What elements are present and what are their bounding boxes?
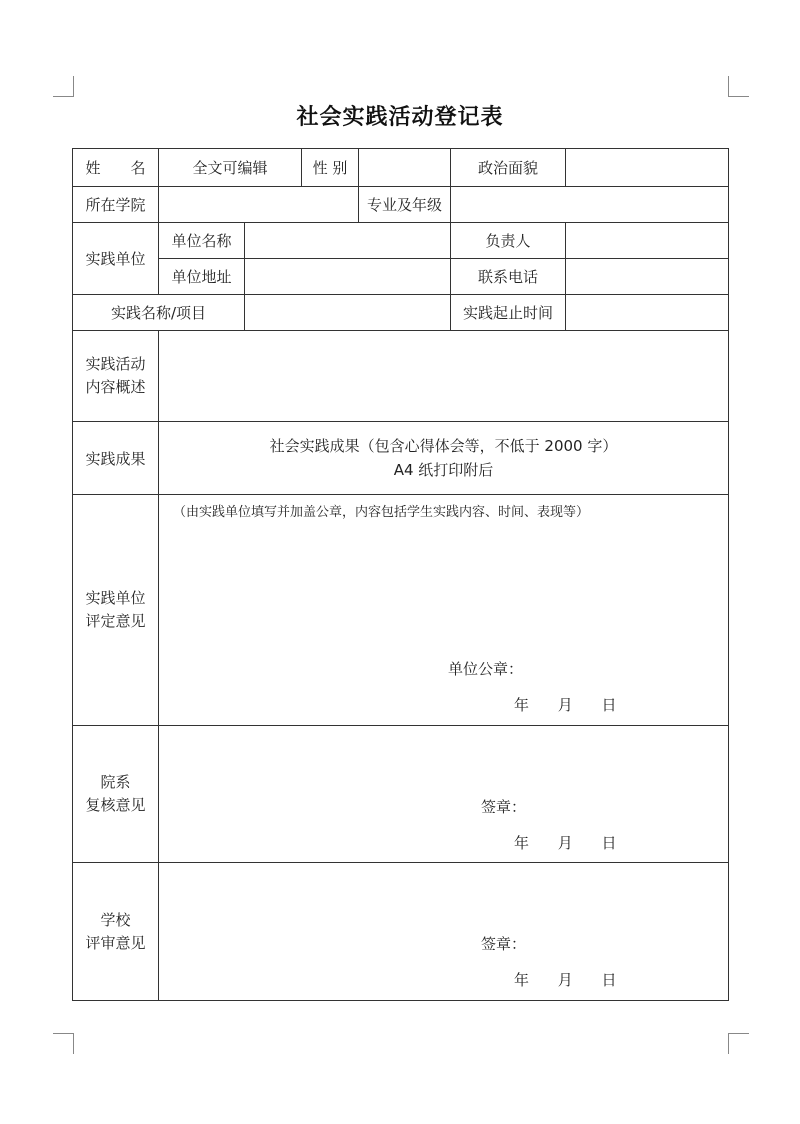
- dept-opinion-field[interactable]: [159, 726, 729, 863]
- unit-name-field[interactable]: [245, 223, 451, 259]
- college-label: 所在学院: [73, 187, 159, 223]
- major-label: 专业及年级: [359, 187, 451, 223]
- gender-field[interactable]: [359, 149, 451, 187]
- achievement-label: 实践成果: [73, 422, 159, 495]
- period-label: 实践起止时间: [451, 295, 566, 331]
- phone-field[interactable]: [566, 259, 729, 295]
- unit-name-label: 单位名称: [159, 223, 245, 259]
- crop-mark-top-left: [53, 76, 74, 97]
- dept-opinion-date: 年 月 日: [514, 834, 617, 852]
- dept-opinion-label: 院系 复核意见: [73, 726, 159, 863]
- politics-label: 政治面貌: [451, 149, 566, 187]
- achievement-line-1: 社会实践成果（包含心得体会等，不低于 2000 字）: [269, 437, 618, 455]
- row-college: [73, 187, 729, 223]
- school-opinion-label: 学校 评审意见: [73, 863, 159, 1001]
- crop-mark-bottom-right: [728, 1033, 749, 1054]
- achievement-line-2: A4 纸打印附后: [393, 461, 494, 479]
- gender-label: 性 别: [302, 149, 359, 187]
- row-school-opinion: [73, 863, 729, 1001]
- unit-opinion-field[interactable]: [159, 495, 729, 726]
- row-unit-name: [73, 223, 729, 259]
- row-achievement: [73, 422, 729, 495]
- dept-seal-label: 签章：: [481, 798, 527, 816]
- crop-mark-bottom-left: [53, 1033, 74, 1054]
- unit-opinion-label: 实践单位 评定意见: [73, 495, 159, 726]
- school-opinion-field[interactable]: [159, 863, 729, 1001]
- registration-form-table: [72, 148, 729, 1001]
- crop-mark-top-right: [728, 76, 749, 97]
- summary-field[interactable]: [159, 331, 729, 422]
- leader-label: 负责人: [451, 223, 566, 259]
- row-basic-info: [73, 149, 729, 187]
- school-seal-label: 签章：: [481, 935, 527, 953]
- page-title: 社会实践活动登记表: [296, 105, 504, 130]
- row-summary: [73, 331, 729, 422]
- phone-label: 联系电话: [451, 259, 566, 295]
- college-field[interactable]: [159, 187, 359, 223]
- unit-opinion-date: 年 月 日: [514, 696, 617, 714]
- project-field[interactable]: [245, 295, 451, 331]
- name-label: 姓 名: [73, 149, 159, 187]
- summary-label: 实践活动 内容概述: [73, 331, 159, 422]
- unit-opinion-hint: （由实践单位填写并加盖公章，内容包括学生实践内容、时间、表现等）: [173, 505, 590, 520]
- project-label: 实践名称/项目: [73, 295, 245, 331]
- politics-field[interactable]: [566, 149, 729, 187]
- unit-label: 实践单位: [73, 223, 159, 295]
- major-field[interactable]: [451, 187, 729, 223]
- row-unit-address: [73, 259, 729, 295]
- achievement-text: [159, 422, 729, 495]
- row-dept-opinion: [73, 726, 729, 863]
- period-field[interactable]: [566, 295, 729, 331]
- row-unit-opinion: [73, 495, 729, 726]
- leader-field[interactable]: [566, 223, 729, 259]
- row-project: [73, 295, 729, 331]
- unit-address-label: 单位地址: [159, 259, 245, 295]
- unit-address-field[interactable]: [245, 259, 451, 295]
- name-field[interactable]: 全文可编辑: [159, 149, 302, 187]
- school-opinion-date: 年 月 日: [514, 971, 617, 989]
- unit-seal-label: 单位公章：: [448, 660, 524, 678]
